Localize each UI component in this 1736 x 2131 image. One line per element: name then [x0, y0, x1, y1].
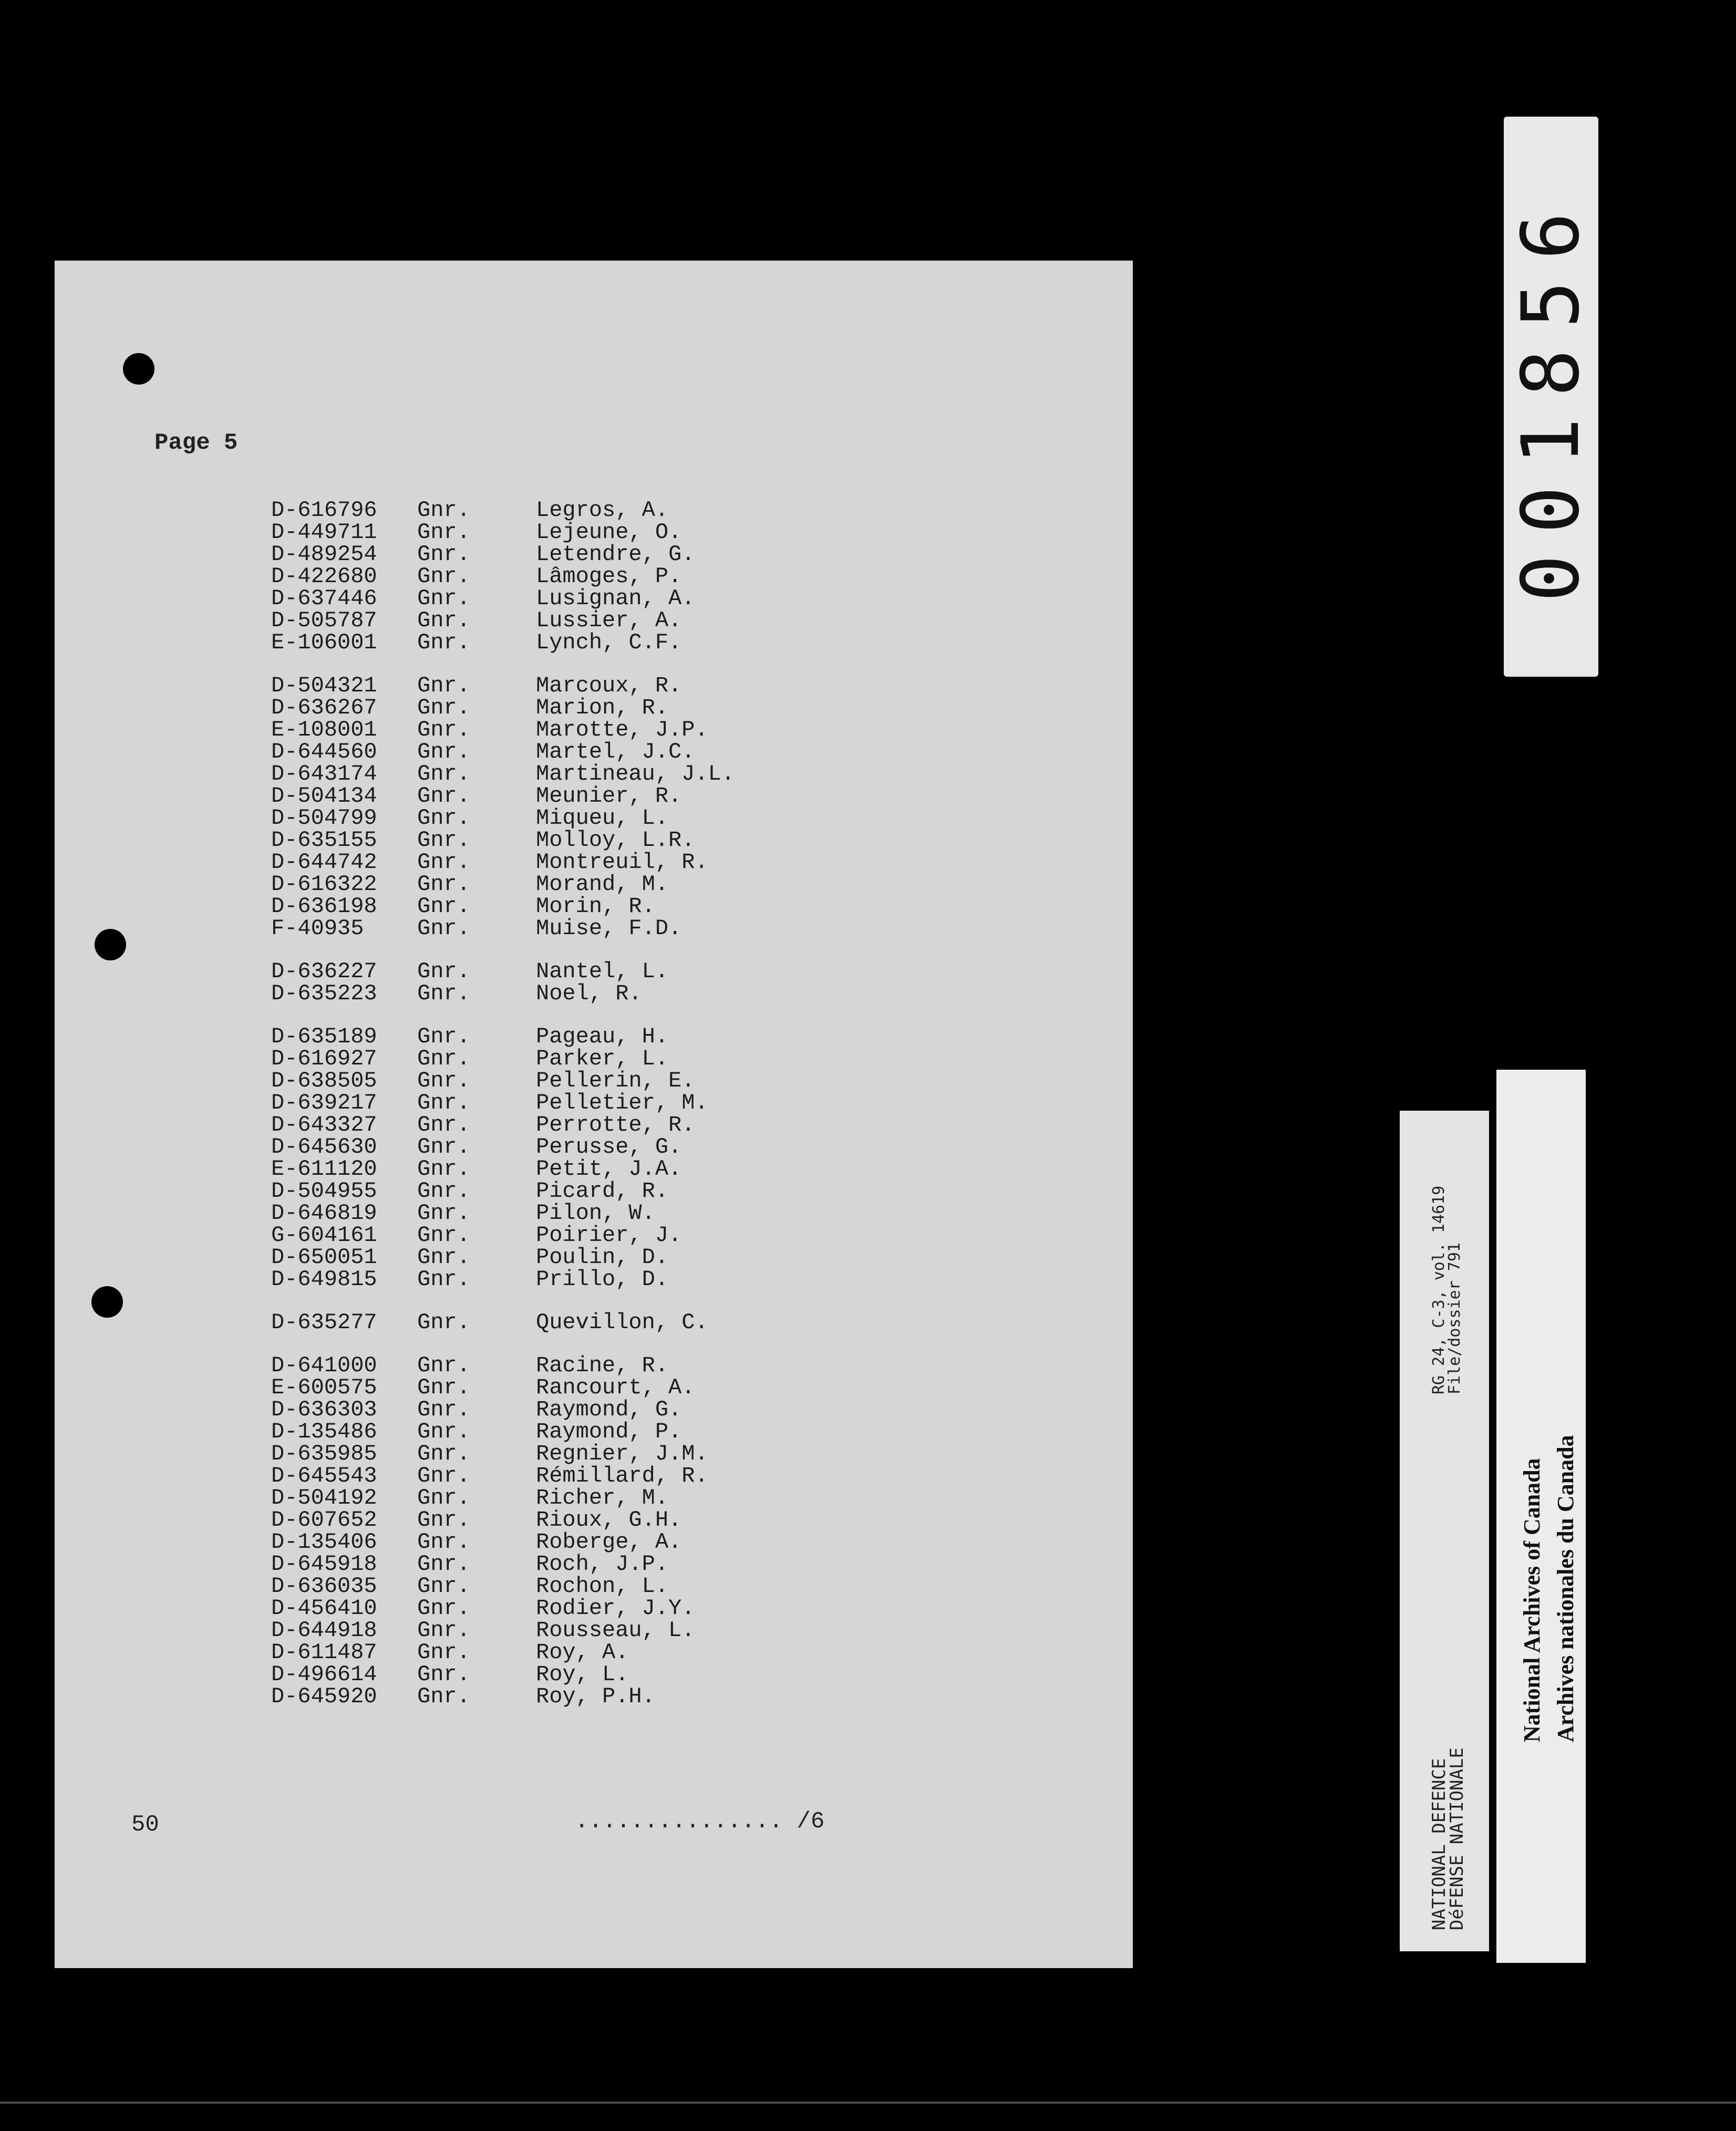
rank: Gnr. [417, 739, 470, 764]
rank: Gnr. [417, 959, 470, 984]
soldier-name: Raymond, P. [536, 1419, 682, 1444]
soldier-name: Regnier, J.M. [536, 1441, 708, 1466]
rank: Gnr. [417, 1463, 470, 1488]
service-number: E-611120 [271, 1156, 377, 1182]
roster-row [55, 1685, 1133, 1708]
rank: Gnr. [417, 1684, 470, 1709]
soldier-name: Martel, J.C. [536, 739, 695, 764]
roster-row [55, 807, 1133, 829]
roster-row [55, 1421, 1133, 1443]
footer-page-number: 50 [131, 1812, 159, 1838]
rank: Gnr. [417, 1068, 470, 1093]
soldier-name: Noel, R. [536, 981, 642, 1006]
rank: Gnr. [417, 717, 470, 742]
rank: Gnr. [417, 1223, 470, 1248]
roster-row [55, 1026, 1133, 1048]
soldier-name: Meunier, R. [536, 783, 682, 809]
service-number: D-644560 [271, 739, 377, 764]
roster-row [55, 1180, 1133, 1202]
roster-row [55, 917, 1133, 939]
rank: Gnr. [417, 805, 470, 831]
soldier-name: Martineau, J.L. [536, 761, 735, 787]
roster-row [55, 895, 1133, 917]
soldier-name: Roberge, A. [536, 1529, 682, 1555]
frame-number-stamp [1504, 117, 1598, 677]
roster-group [55, 499, 1133, 654]
roster-list [55, 499, 1133, 1729]
rank: Gnr. [417, 1201, 470, 1226]
roster-row [55, 1443, 1133, 1465]
rank: Gnr. [417, 498, 470, 523]
rank: Gnr. [417, 630, 470, 655]
soldier-name: Lâmoges, P. [536, 564, 682, 589]
soldier-name: Richer, M. [536, 1485, 669, 1511]
service-number: D-135486 [271, 1419, 377, 1444]
rank: Gnr. [417, 1245, 470, 1270]
roster-row [55, 587, 1133, 609]
roster-row [55, 763, 1133, 785]
soldier-name: Legros, A. [536, 498, 669, 523]
rank: Gnr. [417, 586, 470, 611]
service-number: D-504799 [271, 805, 377, 831]
service-number: D-636035 [271, 1574, 377, 1599]
service-number: D-504955 [271, 1178, 377, 1204]
soldier-name: Muise, F.D. [536, 916, 682, 941]
service-number: D-456410 [271, 1596, 377, 1621]
soldier-name: Perrotte, R. [536, 1112, 695, 1137]
roster-row [55, 543, 1133, 565]
rank: Gnr. [417, 542, 470, 567]
service-number: D-635155 [271, 827, 377, 853]
rank: Gnr. [417, 564, 470, 589]
roster-row [55, 851, 1133, 873]
rank: Gnr. [417, 761, 470, 787]
roster-row [55, 1268, 1133, 1290]
roster-row [55, 521, 1133, 543]
roster-row [55, 1663, 1133, 1685]
roster-row [55, 1092, 1133, 1114]
service-number: F-40935 [271, 916, 364, 941]
rank: Gnr. [417, 1485, 470, 1511]
soldier-name: Pageau, H. [536, 1024, 669, 1049]
rank: Gnr. [417, 1397, 470, 1422]
rank: Gnr. [417, 850, 470, 875]
soldier-name: Quevillon, C. [536, 1310, 708, 1335]
service-number: D-422680 [271, 564, 377, 589]
service-number: D-646819 [271, 1201, 377, 1226]
soldier-name: Miqueu, L. [536, 805, 669, 831]
service-number: D-644918 [271, 1618, 377, 1643]
roster-row [55, 1597, 1133, 1619]
service-number: D-616796 [271, 498, 377, 523]
roster-row [55, 1202, 1133, 1224]
service-number: D-638505 [271, 1068, 377, 1093]
service-number: D-636198 [271, 894, 377, 919]
service-number: D-639217 [271, 1090, 377, 1115]
service-number: D-504321 [271, 673, 377, 698]
soldier-name: Marion, R. [536, 695, 669, 720]
national-defence-label [1400, 1111, 1489, 1951]
rank: Gnr. [417, 1046, 470, 1071]
rank: Gnr. [417, 916, 470, 941]
service-number: D-616322 [271, 872, 377, 897]
soldier-name: Rioux, G.H. [536, 1507, 682, 1533]
soldier-name: Pilon, W. [536, 1201, 655, 1226]
roster-row [55, 1465, 1133, 1487]
rank: Gnr. [417, 1156, 470, 1182]
service-number: D-650051 [271, 1245, 377, 1270]
rank: Gnr. [417, 783, 470, 809]
continuation-marker: ............... /6 [575, 1808, 825, 1835]
roster-row [55, 499, 1133, 521]
service-number: D-636227 [271, 959, 377, 984]
service-number: D-607652 [271, 1507, 377, 1533]
service-number: D-636303 [271, 1397, 377, 1422]
national-archives-label [1496, 1070, 1586, 1963]
soldier-name: Molloy, L.R. [536, 827, 695, 853]
soldier-name: Roy, A. [536, 1640, 629, 1665]
roster-group [55, 960, 1133, 1005]
service-number: D-635189 [271, 1024, 377, 1049]
soldier-name: Raymond, G. [536, 1397, 682, 1422]
service-number: D-449711 [271, 520, 377, 545]
service-number: D-649815 [271, 1267, 377, 1292]
roster-row [55, 719, 1133, 741]
rank: Gnr. [417, 1529, 470, 1555]
soldier-name: Poulin, D. [536, 1245, 669, 1270]
service-number: D-645920 [271, 1684, 377, 1709]
soldier-name: Rousseau, L. [536, 1618, 695, 1643]
soldier-name: Nantel, L. [536, 959, 669, 984]
roster-row [55, 1114, 1133, 1136]
roster-row [55, 1487, 1133, 1509]
roster-row [55, 675, 1133, 697]
soldier-name: Marcoux, R. [536, 673, 682, 698]
national-defence-text: NATIONAL DEFENCE DéFENSE NATIONALE [1429, 1747, 1468, 1930]
soldier-name: Lusignan, A. [536, 586, 695, 611]
roster-row [55, 1136, 1133, 1158]
service-number: D-135406 [271, 1529, 377, 1555]
file-reference-text: RG 24, C-3, vol. 14619 File/dossier 791 [1430, 1185, 1464, 1394]
soldier-name: Petit, J.A. [536, 1156, 682, 1182]
service-number: D-504134 [271, 783, 377, 809]
soldier-name: Rémillard, R. [536, 1463, 708, 1488]
service-number: G-604161 [271, 1223, 377, 1248]
rank: Gnr. [417, 1024, 470, 1049]
soldier-name: Pelletier, M. [536, 1090, 708, 1115]
punch-hole [123, 353, 154, 385]
roster-row [55, 697, 1133, 719]
rank: Gnr. [417, 1441, 470, 1466]
roster-row [55, 785, 1133, 807]
soldier-name: Rodier, J.Y. [536, 1596, 695, 1621]
soldier-name: Parker, L. [536, 1046, 669, 1071]
service-number: E-600575 [271, 1375, 377, 1400]
rank: Gnr. [417, 1574, 470, 1599]
roster-row [55, 1246, 1133, 1268]
rank: Gnr. [417, 1507, 470, 1533]
service-number: D-635223 [271, 981, 377, 1006]
rank: Gnr. [417, 1618, 470, 1643]
roster-row [55, 741, 1133, 763]
film-edge-line [0, 2102, 1736, 2104]
rank: Gnr. [417, 1267, 470, 1292]
soldier-name: Lynch, C.F. [536, 630, 682, 655]
rank: Gnr. [417, 827, 470, 853]
document-page [55, 261, 1133, 1968]
roster-row [55, 1641, 1133, 1663]
soldier-name: Racine, R. [536, 1353, 669, 1378]
roster-row [55, 1070, 1133, 1092]
soldier-name: Letendre, G. [536, 542, 695, 567]
service-number: D-504192 [271, 1485, 377, 1511]
soldier-name: Rancourt, A. [536, 1375, 695, 1400]
rank: Gnr. [417, 1178, 470, 1204]
roster-group [55, 675, 1133, 939]
service-number: D-637446 [271, 586, 377, 611]
roster-row [55, 829, 1133, 851]
roster-group [55, 1311, 1133, 1333]
service-number: D-645630 [271, 1134, 377, 1160]
rank: Gnr. [417, 894, 470, 919]
soldier-name: Rochon, L. [536, 1574, 669, 1599]
rank: Gnr. [417, 1551, 470, 1577]
rank: Gnr. [417, 1640, 470, 1665]
roster-group [55, 1354, 1133, 1708]
rank: Gnr. [417, 1353, 470, 1378]
service-number: D-496614 [271, 1662, 377, 1687]
service-number: D-636267 [271, 695, 377, 720]
rank: Gnr. [417, 1662, 470, 1687]
rank: Gnr. [417, 981, 470, 1006]
soldier-name: Roy, L. [536, 1662, 629, 1687]
soldier-name: Pellerin, E. [536, 1068, 695, 1093]
service-number: D-489254 [271, 542, 377, 567]
roster-row [55, 1377, 1133, 1399]
soldier-name: Poirier, J. [536, 1223, 682, 1248]
rank: Gnr. [417, 1419, 470, 1444]
soldier-name: Morin, R. [536, 894, 655, 919]
rank: Gnr. [417, 872, 470, 897]
soldier-name: Prillo, D. [536, 1267, 669, 1292]
soldier-name: Montreuil, R. [536, 850, 708, 875]
roster-row [55, 1311, 1133, 1333]
soldier-name: Lejeune, O. [536, 520, 682, 545]
rank: Gnr. [417, 1112, 470, 1137]
rank: Gnr. [417, 1375, 470, 1400]
roster-row [55, 873, 1133, 895]
rank: Gnr. [417, 673, 470, 698]
rank: Gnr. [417, 1310, 470, 1335]
service-number: D-616927 [271, 1046, 377, 1071]
roster-row [55, 982, 1133, 1005]
rank: Gnr. [417, 1134, 470, 1160]
service-number: E-106001 [271, 630, 377, 655]
rank: Gnr. [417, 1090, 470, 1115]
soldier-name: Perusse, G. [536, 1134, 682, 1160]
roster-row [55, 1619, 1133, 1641]
service-number: D-645543 [271, 1463, 377, 1488]
roster-row [55, 1575, 1133, 1597]
page-label: Page 5 [154, 430, 238, 456]
national-archives-text: National Archives of Canada Archives nationales du Canada [1519, 1435, 1578, 1742]
roster-row [55, 1158, 1133, 1180]
service-number: D-641000 [271, 1353, 377, 1378]
roster-row [55, 565, 1133, 587]
roster-row [55, 1354, 1133, 1377]
roster-row [55, 1399, 1133, 1421]
rank: Gnr. [417, 1596, 470, 1621]
service-number: D-635277 [271, 1310, 377, 1335]
service-number: D-643174 [271, 761, 377, 787]
soldier-name: Lussier, A. [536, 608, 682, 633]
rank: Gnr. [417, 608, 470, 633]
rank: Gnr. [417, 695, 470, 720]
service-number: D-645918 [271, 1551, 377, 1577]
soldier-name: Roy, P.H. [536, 1684, 655, 1709]
service-number: D-643327 [271, 1112, 377, 1137]
roster-row [55, 1509, 1133, 1531]
soldier-name: Roch, J.P. [536, 1551, 669, 1577]
service-number: D-611487 [271, 1640, 377, 1665]
roster-row [55, 609, 1133, 632]
roster-row [55, 1553, 1133, 1575]
roster-row [55, 1531, 1133, 1553]
roster-group [55, 1026, 1133, 1290]
service-number: D-505787 [271, 608, 377, 633]
service-number: D-644742 [271, 850, 377, 875]
soldier-name: Morand, M. [536, 872, 669, 897]
service-number: E-108001 [271, 717, 377, 742]
roster-row [55, 1048, 1133, 1070]
roster-row [55, 1224, 1133, 1246]
frame-number: 001856 [1505, 191, 1597, 602]
soldier-name: Picard, R. [536, 1178, 669, 1204]
rank: Gnr. [417, 520, 470, 545]
service-number: D-635985 [271, 1441, 377, 1466]
roster-row [55, 632, 1133, 654]
soldier-name: Marotte, J.P. [536, 717, 708, 742]
roster-row [55, 960, 1133, 982]
